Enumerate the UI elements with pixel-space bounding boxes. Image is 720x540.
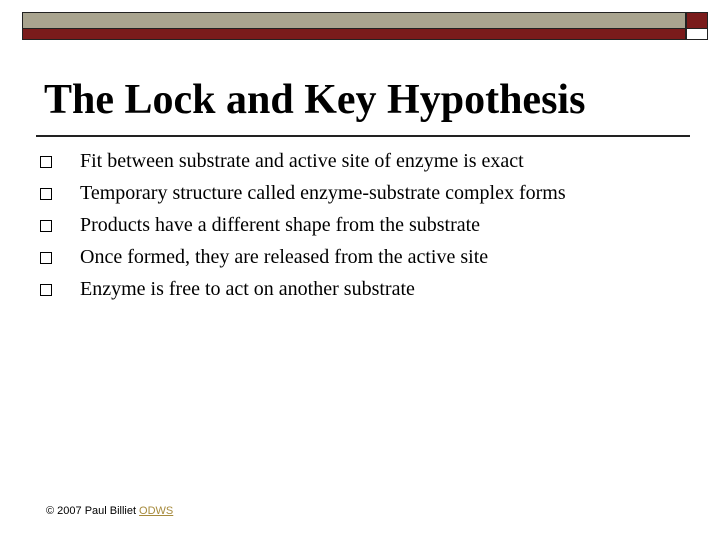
bullet-text: Fit between substrate and active site of enzyme is exact (80, 150, 524, 172)
corner-box-dark (686, 12, 708, 29)
square-bullet-icon (40, 220, 52, 232)
copyright-text: © 2007 Paul Billiet (46, 505, 137, 517)
corner-box-light (686, 29, 708, 40)
title-divider (36, 135, 690, 137)
bullet-text: Once formed, they are released from the active site (80, 246, 489, 268)
header-band-dark (22, 29, 686, 40)
square-bullet-icon (40, 156, 52, 168)
header-band-light (22, 12, 686, 29)
slide-title: The Lock and Key Hypothesis (44, 77, 586, 123)
footer (46, 505, 173, 517)
odws-link[interactable]: ODWS (139, 505, 174, 517)
bullet-text: Enzyme is free to act on another substrate (80, 278, 415, 300)
square-bullet-icon (40, 252, 52, 264)
square-bullet-icon (40, 188, 52, 200)
bullet-text: Temporary structure called enzyme-substrate complex forms (80, 182, 566, 204)
bullet-text: Products have a different shape from the substrate (80, 214, 481, 236)
square-bullet-icon (40, 284, 52, 296)
